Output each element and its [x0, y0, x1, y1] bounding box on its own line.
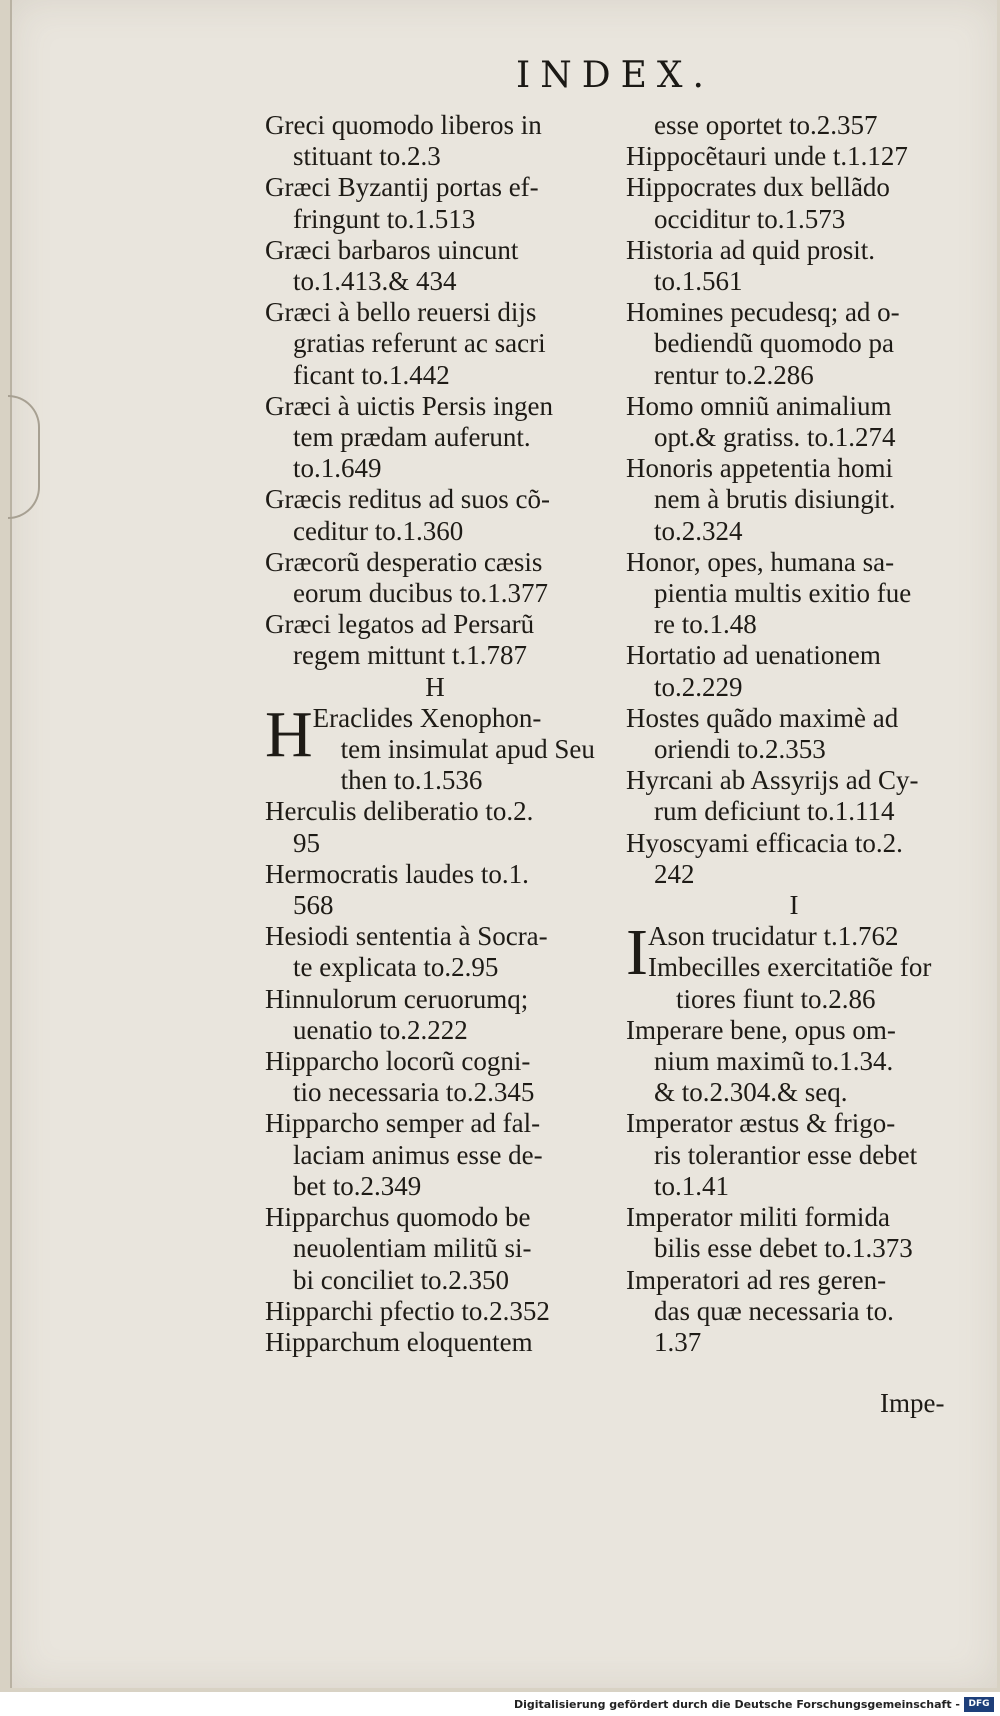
index-entry — [265, 110, 605, 172]
index-entry — [265, 984, 605, 1046]
index-entry — [265, 609, 605, 671]
index-entry-line: Hostes quãdo maximè ad — [626, 702, 899, 733]
right-entries — [626, 110, 962, 890]
index-entry-line: nem à brutis disiungit. — [654, 484, 896, 515]
index-entry-line: Hyoscyami efficacia to.2. — [626, 827, 903, 858]
dfg-logo: DFG — [964, 1697, 994, 1712]
index-entry-line: esse oportet to.2.357 — [654, 110, 878, 140]
index-entry — [265, 172, 605, 234]
index-entry — [626, 547, 962, 641]
left-entries — [265, 110, 605, 672]
index-entry — [265, 859, 605, 921]
index-entry-line: 242 — [654, 858, 695, 889]
index-entry-line: Græcis reditus ad suos cõ- — [265, 484, 550, 515]
left-column — [265, 110, 605, 1358]
index-entry-line: to.2.324 — [654, 515, 743, 546]
index-entry-line: Hyrcani ab Assyrijs ad Cy- — [626, 765, 919, 796]
index-entry-line: 1.37 — [654, 1326, 702, 1357]
index-entry-line: to.2.229 — [654, 671, 743, 702]
index-entry-line: fringunt to.1.513 — [293, 203, 476, 234]
index-entry — [626, 703, 962, 765]
index-entry — [265, 1296, 605, 1327]
index-entry-line: re to.1.48 — [654, 609, 757, 640]
index-entry-line: Honor, opes, humana sa- — [626, 546, 895, 577]
index-entry — [626, 921, 962, 952]
index-entry — [626, 1202, 962, 1264]
i-section — [626, 916, 962, 1358]
index-entry — [626, 1108, 962, 1202]
index-entry — [626, 765, 962, 827]
index-entry-line: Græci legatos ad Persarũ — [265, 609, 535, 640]
footer-credit: Digitalisierung gefördert durch die Deutsche Forschungsgemeinschaft - — [513, 1698, 960, 1711]
index-entry-line: Hipparchum eloquentem — [265, 1326, 533, 1357]
index-entry — [265, 1108, 605, 1202]
index-entry — [626, 1265, 962, 1359]
index-entry — [265, 697, 605, 797]
index-entry-line: Honoris appetentia homi — [626, 453, 893, 484]
index-entry-line: oriendi to.2.353 — [654, 734, 826, 765]
section-letter-h: H — [425, 671, 445, 702]
index-entry — [626, 1015, 962, 1109]
index-entry-line: nium maximũ to.1.34. — [654, 1046, 894, 1077]
index-entry-line: Hortatio ad uenationem — [626, 640, 881, 671]
index-entry-line: 95 — [293, 827, 320, 858]
index-entry-line: tem insimulat apud Seu — [340, 734, 595, 765]
index-entry-line: regem mittunt t.1.787 — [293, 640, 527, 671]
page-heading: INDEX. — [516, 55, 714, 96]
h-section — [265, 697, 605, 1358]
index-entry-line: das quæ necessaria to. — [654, 1295, 894, 1326]
index-entry-line: tem prædam auferunt. — [293, 422, 531, 453]
index-entry-line: Græcorũ desperatio cæsis — [265, 546, 543, 577]
index-entry-line: Eraclides Xenophon- — [312, 702, 542, 733]
index-entry — [265, 1327, 605, 1358]
index-entry-line: Hermocratis laudes to.1. — [265, 858, 529, 889]
index-entry — [626, 141, 962, 172]
index-entry-line: Herculis deliberatio to.2. — [265, 796, 534, 827]
index-entry-line: Græci à bello reuersi dijs — [265, 297, 537, 328]
index-entry-line: Hipparchus quomodo be — [265, 1202, 531, 1233]
h-entries — [265, 697, 605, 1358]
drop-cap-h: H — [265, 697, 313, 771]
index-entry-line: Ason trucidatur t.1.762 — [647, 921, 899, 952]
index-entry-line: Hinnulorum ceruorumq; — [265, 983, 529, 1014]
index-entry — [626, 297, 962, 391]
index-entry-line: opt.& gratiss. to.1.274 — [654, 422, 896, 453]
index-entry-line: uenatio to.2.222 — [293, 1014, 468, 1045]
index-entry-line: Homo omniũ animalium — [626, 390, 892, 421]
index-entry — [626, 828, 962, 890]
index-entry-line: Græci barbaros uincunt — [265, 234, 519, 265]
index-entry — [626, 391, 962, 453]
index-entry-line: Græci Byzantij portas ef- — [265, 172, 539, 203]
index-entry — [265, 235, 605, 297]
index-entry-line: eorum ducibus to.1.377 — [293, 578, 548, 609]
index-entry-line: rentur to.2.286 — [654, 359, 814, 390]
index-entry — [265, 547, 605, 609]
index-entry-line: ficant to.1.442 — [293, 359, 450, 390]
index-entry-line: te explicata to.2.95 — [293, 952, 499, 983]
index-entry-line: & to.2.304.& seq. — [654, 1077, 848, 1108]
index-entry-line: 568 — [293, 890, 334, 921]
drop-cap-i: I — [626, 916, 648, 990]
index-entry — [265, 484, 605, 546]
index-entry-line: tio necessaria to.2.345 — [293, 1077, 535, 1108]
index-entry-line: bilis esse debet to.1.373 — [654, 1233, 913, 1264]
index-entry-line: rum deficiunt to.1.114 — [654, 796, 895, 827]
index-entry-line: to.1.413.& 434 — [293, 266, 457, 297]
index-entry — [626, 110, 962, 141]
index-entry-line: Hipparcho semper ad fal- — [265, 1108, 541, 1139]
index-entry — [626, 453, 962, 547]
index-entry — [626, 952, 962, 1014]
index-entry-line: occiditur to.1.573 — [654, 203, 846, 234]
index-entry-line: bediendũ quomodo pa — [654, 328, 894, 359]
right-column — [626, 110, 962, 1358]
index-entry — [265, 391, 605, 485]
index-entry — [265, 921, 605, 983]
index-entry-line: Græci à uictis Persis ingen — [265, 390, 553, 421]
index-entry — [626, 235, 962, 297]
catchword: Impe- — [880, 1388, 945, 1418]
index-entry-line: ris tolerantior esse debet — [654, 1139, 918, 1170]
index-entry-line: Imperare bene, opus om- — [626, 1014, 896, 1045]
index-entry-line: tiores fiunt to.2.86 — [675, 983, 876, 1014]
index-entry-line: stituant to.2.3 — [293, 141, 441, 172]
index-entry-line: bi conciliet to.2.350 — [293, 1264, 509, 1295]
page-edge-mark — [8, 395, 40, 519]
index-entry-line: Greci quomodo liberos in — [265, 110, 542, 140]
index-entry — [626, 640, 962, 702]
index-entry — [265, 297, 605, 391]
index-entry-line: laciam animus esse de- — [293, 1139, 543, 1170]
index-entry-line: to.1.649 — [293, 453, 382, 484]
index-entry-line: Imperatori ad res geren- — [626, 1264, 887, 1295]
index-entry-line: to.1.41 — [654, 1170, 730, 1201]
index-entry-line: to.1.561 — [654, 266, 743, 297]
i-entries — [626, 916, 962, 1358]
index-entry-line: Historia ad quid prosit. — [626, 234, 875, 265]
index-entry — [265, 1046, 605, 1108]
index-entry-line: Imbecilles exercitatiõe for — [647, 952, 932, 983]
index-entry-line: Hippocrates dux bellãdo — [626, 172, 890, 203]
index-entry-line: then to.1.536 — [340, 765, 483, 796]
index-entry-line: Imperator æstus & frigo- — [626, 1108, 896, 1139]
index-entry-line: neuolentiam militũ si- — [293, 1233, 532, 1264]
index-entry-line: Hesiodi sententia à Socra- — [265, 921, 548, 952]
index-entry-line: pientia multis exitio fue — [654, 578, 912, 609]
index-entry — [265, 796, 605, 858]
index-entry-line: ceditur to.1.360 — [293, 515, 464, 546]
footer-bar — [0, 1694, 1000, 1716]
index-entry-line: Hipparcho locorũ cogni- — [265, 1046, 531, 1077]
index-entry-line: Homines pecudesq; ad o- — [626, 297, 900, 328]
index-entry-line: Imperator militi formida — [626, 1202, 890, 1233]
index-entry-line: Hippocẽtauri unde t.1.127 — [626, 141, 908, 172]
index-entry — [265, 1202, 605, 1296]
index-entry-line: gratias referunt ac sacri — [293, 328, 546, 359]
index-entry-line: Hipparchi pfectio to.2.352 — [265, 1295, 550, 1326]
index-entry — [626, 172, 962, 234]
section-letter-i: I — [789, 890, 799, 921]
index-entry-line: bet to.2.349 — [293, 1170, 422, 1201]
